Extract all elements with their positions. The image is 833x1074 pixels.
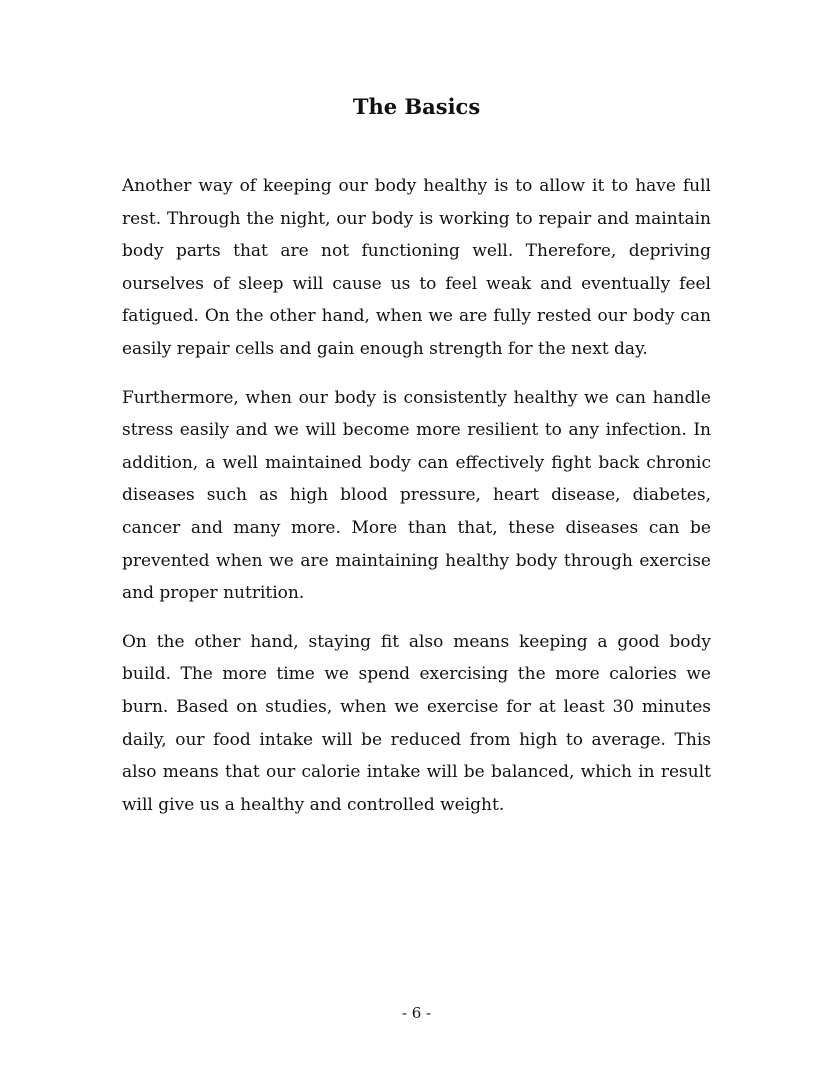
page-number: - 6 - [401,1004,432,1022]
paragraph-health: Furthermore, when our body is consistently healthy we can handle stress easily and we will become more resilient to any infection. In addition, a well maintained body can effectively fight back chronic diseases such as high blood pressure, heart disease, diabetes, cancer and many more. More than that, these diseases can be prevented when we are maintaining healthy body through exercise and proper nutrition. [122,387,711,604]
paragraph-fitness: On the other hand, staying fit also means keeping a good body build. The more time we spend exercising the more calories we burn. Based on studies, when we exercise for at least 30 minutes daily, our food intake will be reduced from high to average. This also means that our calorie intake will be balanced, which in result will give us a healthy and controlled weight. [122,631,711,815]
page-title: The Basics [352,94,481,119]
paragraph-rest: Another way of keeping our body healthy is to allow it to have full rest. Through the night, our body is working to repair and maintain body parts that are not functioning well. Therefore, depriving ourselves of sleep will cause us to feel weak and eventually feel fatigued. On the other hand, when we are fully rested our body can easily repair cells and gain enough strength for the next day. [122,176,711,359]
body-text [122,170,711,837]
